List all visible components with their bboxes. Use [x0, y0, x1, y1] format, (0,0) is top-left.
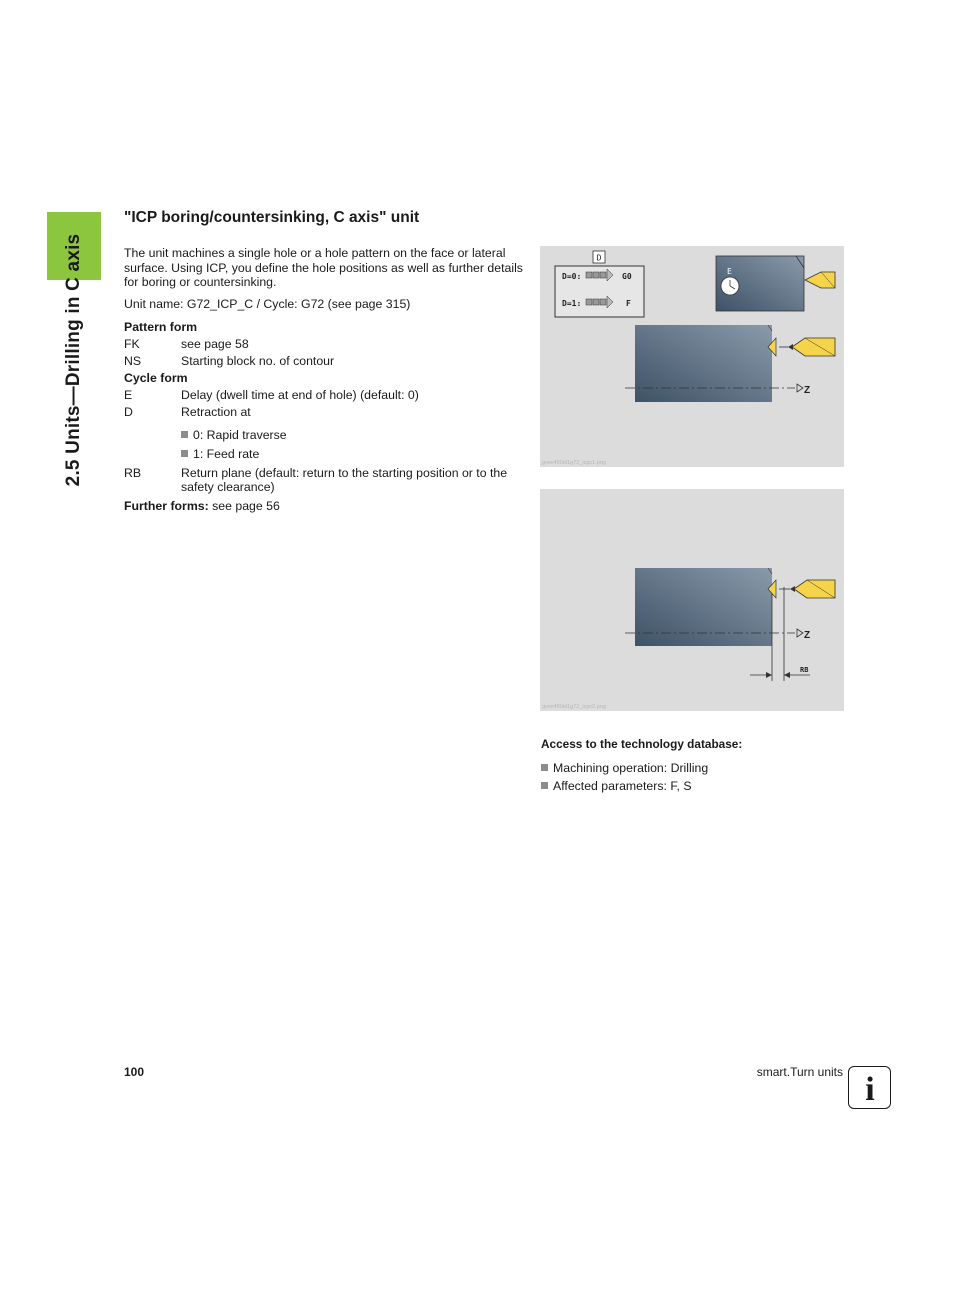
row1-label: D=1: — [562, 299, 582, 308]
figure-return-plane — [540, 489, 844, 711]
list-item — [541, 761, 851, 776]
param-row — [124, 405, 524, 420]
chapter-title-text: 2.5 Units—Drilling in C axis — [63, 233, 84, 487]
info-icon — [848, 1066, 891, 1109]
row0-label: D=0: — [562, 272, 582, 281]
d-label: D — [596, 253, 602, 263]
figure-caption: gvxe400id1g72_icpc2.png — [542, 704, 606, 710]
param-desc: Return plane (default: return to the starting position or to the safety clearance) — [181, 465, 508, 494]
retraction-options — [181, 428, 524, 462]
param-key: NS — [124, 354, 142, 368]
main-content — [124, 208, 524, 513]
access-heading: Access to the technology database: — [541, 737, 743, 751]
bullet-square-icon — [541, 782, 548, 789]
drill-tool-icon — [792, 338, 835, 356]
figure-caption: gvxe400id1g72_icpc1.png — [542, 460, 606, 466]
figure1-svg — [540, 246, 844, 467]
further-forms-ref: see page 56 — [208, 498, 280, 513]
clock-icon — [721, 277, 739, 295]
workpiece-block — [635, 325, 772, 402]
e-label: E — [727, 267, 732, 276]
section-heading: "ICP boring/countersinking, C axis" unit — [124, 209, 420, 226]
footer-chapter-name: smart.Turn units — [756, 1065, 843, 1079]
param-row — [124, 466, 524, 495]
row1-value: F — [626, 299, 631, 308]
param-desc: Retraction at — [181, 405, 251, 419]
drill-tool-icon — [805, 272, 835, 288]
row0-value: G0 — [622, 272, 632, 281]
param-row — [124, 337, 524, 352]
cycle-form-heading: Cycle form — [124, 371, 188, 385]
drill-tool-icon — [794, 580, 835, 598]
param-desc: Starting block no. of contour — [181, 354, 335, 368]
list-item — [181, 447, 524, 462]
pattern-form-heading: Pattern form — [124, 320, 198, 334]
workpiece-block — [635, 568, 772, 646]
z-label: Z — [804, 385, 811, 396]
technology-database-section — [541, 737, 851, 797]
z-label: Z — [804, 630, 811, 641]
param-row — [124, 354, 524, 369]
param-desc: see page 58 — [181, 337, 249, 351]
param-desc: Delay (dwell time at end of hole) (default: 0) — [181, 388, 419, 402]
figure-boring-retraction — [540, 246, 844, 467]
param-key: FK — [124, 337, 140, 351]
further-forms-line — [124, 499, 524, 514]
page-number: 100 — [124, 1065, 145, 1079]
list-item — [181, 428, 524, 443]
rb-label: RB — [800, 666, 809, 674]
bullet-square-icon — [181, 431, 188, 438]
option-text: 1: Feed rate — [193, 446, 260, 461]
list-item — [541, 779, 851, 794]
option-text: 0: Rapid traverse — [193, 427, 287, 442]
unit-name-line: Unit name: G72_ICP_C / Cycle: G72 (see page 315) — [124, 296, 411, 311]
info-letter: i — [864, 1070, 875, 1106]
further-forms-label: Further forms: — [124, 498, 209, 513]
param-row — [124, 388, 524, 403]
bullet-square-icon — [181, 450, 188, 457]
access-item: Affected parameters: F, S — [553, 778, 692, 793]
param-key: E — [124, 388, 133, 402]
bullet-square-icon — [541, 764, 548, 771]
param-key: RB — [124, 465, 142, 480]
figure2-svg — [540, 489, 844, 711]
access-item: Machining operation: Drilling — [553, 760, 709, 775]
intro-paragraph: The unit machines a single hole or a hole pattern on the face or lateral surface. Using ICP, you define the hole positions as well as further details for boring or countersinking. — [124, 246, 523, 289]
param-key: D — [124, 405, 133, 419]
